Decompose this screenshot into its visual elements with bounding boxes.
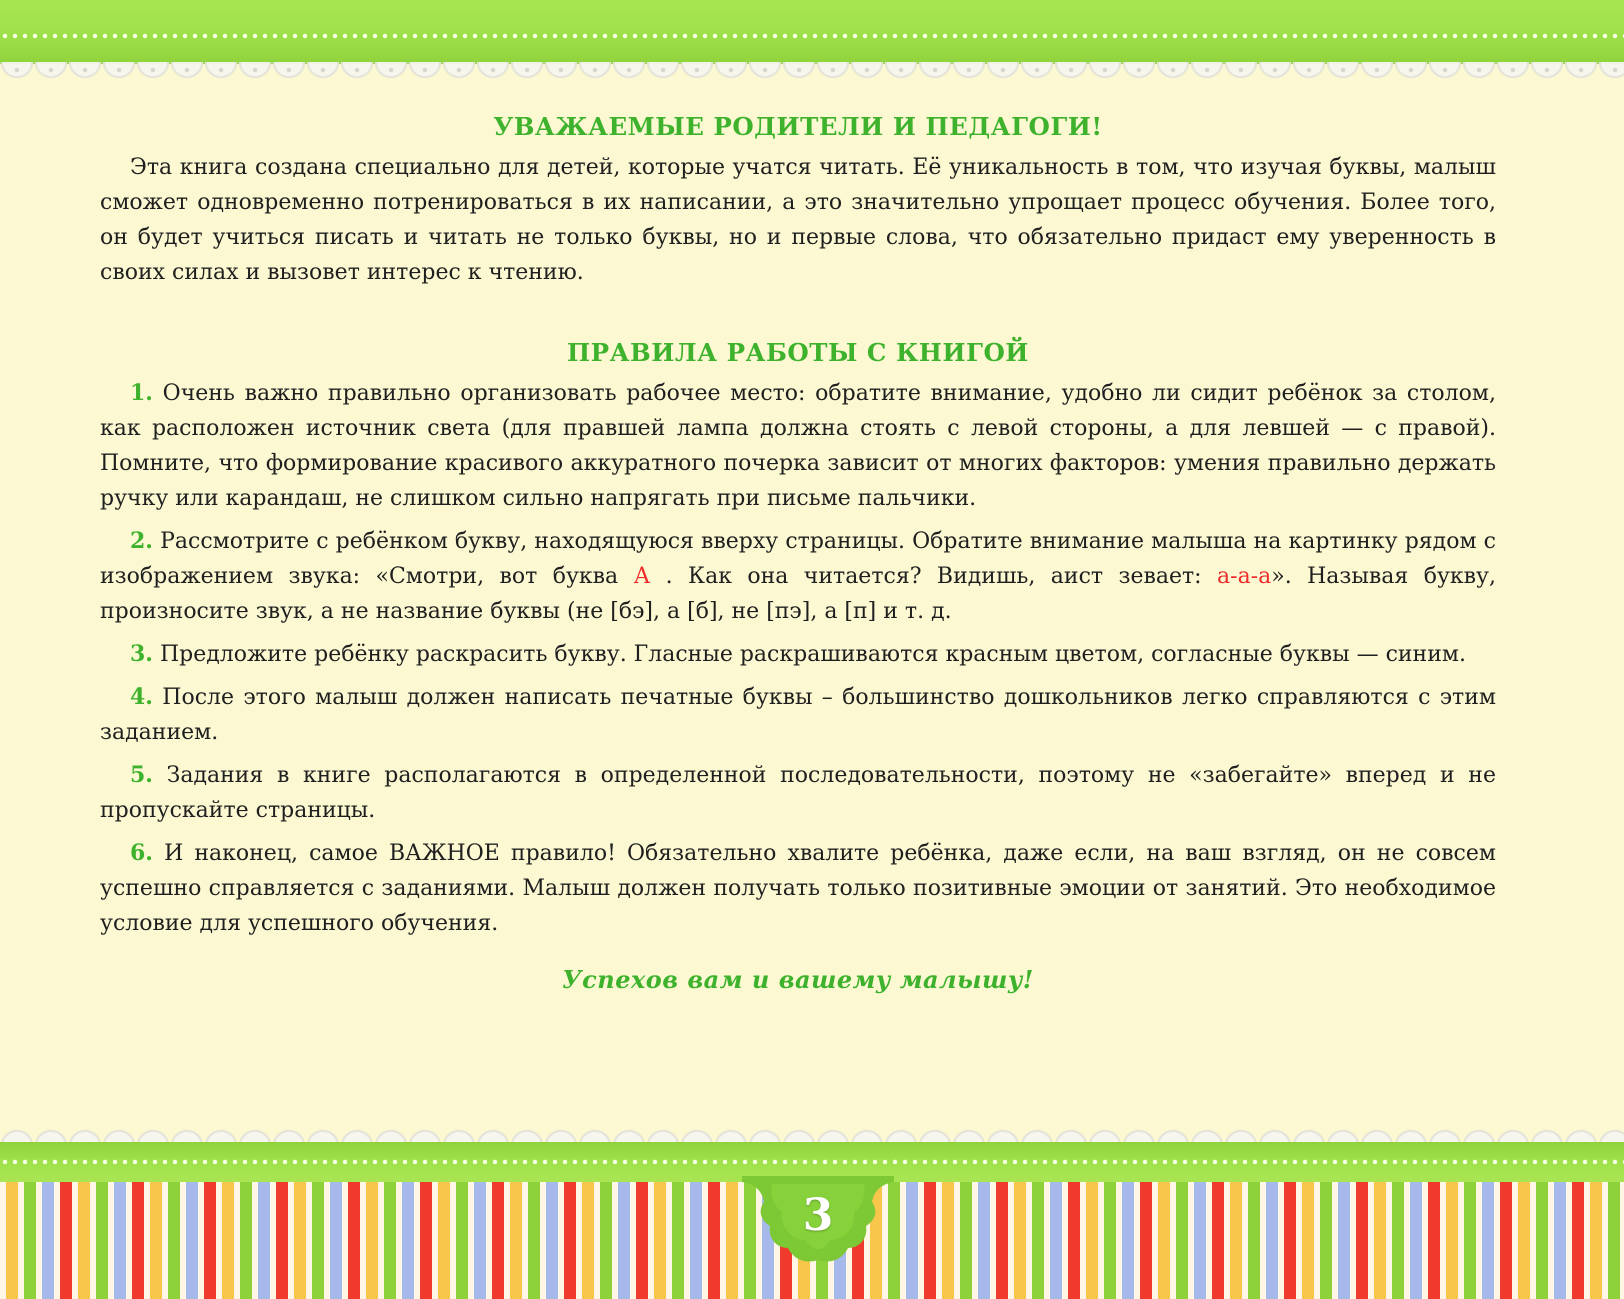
page-number: 3 bbox=[802, 1190, 834, 1241]
rules-list bbox=[100, 376, 1496, 941]
bottom-lace-trim bbox=[0, 1112, 1624, 1146]
rule-text: ». Называя букву, произносите звук, а не название буквы (не [бэ], а [б], не [пэ], а [п] и т. д. bbox=[100, 564, 1496, 624]
rule-number: 6. bbox=[130, 840, 153, 866]
rule-text: Очень важно правильно организовать рабочее место: обратите внимание, удобно ли сидит ребёнок за столом, как расположен источник света (для правшей лампа должна стоять с левой стороны, а для левшей — с правой). Помните, что формирование красивого аккуратного почерка зависит от многих факторов: умения правильно держать ручку или карандаш, не слишком сильно напрягать при письме пальчики. bbox=[100, 381, 1496, 511]
letter-example: А bbox=[633, 564, 651, 589]
rule-text: . Как она читается? Видишь, аист зевает: bbox=[650, 564, 1218, 589]
rule-4 bbox=[100, 680, 1496, 750]
rule-number: 4. bbox=[130, 684, 153, 710]
rule-number: 3. bbox=[130, 641, 153, 667]
rule-text: И наконец, самое ВАЖНОЕ правило! Обязательно хвалите ребёнка, даже если, на ваш взгляд, он не совсем успешно справляется с заданиями. Малыш должен получать только позитивные эмоции от занятий. Это необходимое условие для успешного обучения. bbox=[100, 841, 1496, 936]
intro-paragraph: Эта книга создана специально для детей, которые учатся читать. Её уникальность в том, что изучая буквы, малыш сможет одновременно потренироваться в их написании, а это значительно упрощает процесс обучения. Более того, он будет учиться писать и читать не только буквы, но и первые слова, что обязательно придаст ему уверенность в своих силах и вызовет интерес к чтению. bbox=[100, 155, 1496, 285]
heading-rules: ПРАВИЛА РАБОТЫ С КНИГОЙ bbox=[567, 338, 1029, 367]
rule-text: Задания в книге располагаются в определенной последовательности, поэтому не «забегайте» вперед и не пропускайте страницы. bbox=[100, 763, 1496, 823]
rule-text: Рассмотрите с ребёнком букву, находящуюся вверху страницы. Обратите внимание малыша на картинку рядом с изображением звука: «Смотри, вот буква bbox=[100, 529, 1497, 589]
rule-text: После этого малыш должен написать печатные буквы – большинство дошкольников легко справляются с этим заданием. bbox=[100, 685, 1496, 745]
rule-6 bbox=[100, 836, 1496, 941]
rule-5 bbox=[100, 758, 1496, 828]
rule-number: 1. bbox=[130, 380, 153, 406]
heading-parents: УВАЖАЕМЫЕ РОДИТЕЛИ И ПЕДАГОГИ! bbox=[493, 112, 1103, 141]
top-lace-holes bbox=[0, 66, 1624, 74]
rule-2 bbox=[100, 524, 1496, 629]
rule-text: Предложите ребёнку раскрасить букву. Гласные раскрашиваются красным цветом, согласные буквы — синим. bbox=[159, 642, 1466, 667]
top-dotted-stitch bbox=[0, 33, 1624, 39]
sound-example: а-а-а bbox=[1217, 564, 1272, 589]
rule-1 bbox=[100, 376, 1496, 516]
closing-wish: Успехов вам и вашему малышу! bbox=[562, 965, 1034, 994]
top-decorative-band bbox=[0, 0, 1624, 64]
rule-3 bbox=[100, 637, 1496, 672]
rule-number: 2. bbox=[130, 528, 153, 554]
bottom-dotted-stitch bbox=[0, 1159, 1624, 1165]
page-content bbox=[100, 112, 1496, 994]
rule-number: 5. bbox=[130, 762, 153, 788]
